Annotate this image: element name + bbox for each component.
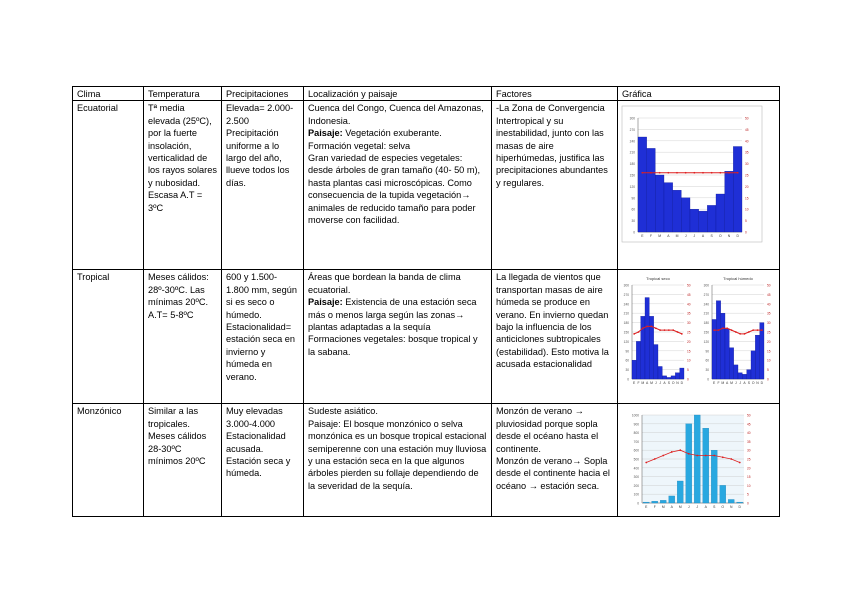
temperature-point	[730, 459, 732, 461]
precip-bar	[658, 367, 662, 380]
y2-tick-label: 5	[767, 368, 769, 373]
x-tick-label: J	[696, 505, 699, 510]
y-tick-label: 300	[623, 283, 629, 288]
cell-localizacion	[304, 404, 492, 517]
x-tick-label: J	[684, 234, 687, 239]
y-tick-label: 180	[629, 162, 635, 167]
y2-tick-label: 10	[767, 359, 771, 364]
loc-paisaje: Paisaje: El bosque monzónico o selva monzónica es un bosque tropical estacional semiperenne con una estación muy lluviosa y una estación seca en la que algunos árboles pierden su follaje dependiendo de la severidad de la sequía.	[308, 418, 487, 491]
x-tick-label: S	[710, 234, 713, 239]
precip-bar	[645, 298, 649, 379]
paisaje-text: Existencia de una estación seca más o menos larga según las zonas→ plantas adaptadas a la sequía	[308, 297, 477, 333]
y-tick-label: 90	[631, 196, 635, 201]
loc-paisaje	[308, 296, 487, 333]
precip-bar	[699, 212, 708, 233]
x-tick-label: D	[736, 234, 739, 239]
y2-tick-label: 15	[747, 475, 751, 480]
temperature-point	[688, 453, 690, 455]
precip-bar	[667, 378, 671, 380]
y2-tick-label: 15	[687, 349, 691, 354]
y-tick-label: 60	[631, 208, 635, 213]
x-tick-label: J	[739, 381, 742, 386]
temperature-point	[655, 328, 657, 330]
y2-tick-label: 0	[745, 230, 747, 235]
x-tick-label: J	[687, 505, 690, 510]
y-tick-label: 270	[629, 128, 635, 133]
y-tick-label: 600	[633, 449, 639, 454]
precip-bar	[747, 370, 751, 379]
precip-bar	[703, 429, 709, 504]
cell-localizacion	[304, 270, 492, 404]
y-tick-label: 210	[629, 151, 635, 156]
x-tick-label: J	[693, 234, 696, 239]
cell-grafica	[618, 101, 780, 270]
y-tick-label: 300	[703, 283, 709, 288]
y-tick-label: 0	[633, 230, 635, 235]
cell-grafica	[618, 270, 780, 404]
x-tick-label: A	[701, 234, 705, 239]
precip-bar	[716, 301, 720, 379]
loc-places: Áreas que bordean la banda de clima ecuatorial.	[308, 272, 461, 295]
header-temperatura: Temperatura	[144, 87, 222, 101]
temperature-point	[638, 332, 640, 334]
temperature-point	[677, 332, 679, 334]
y2-tick-label: 30	[687, 321, 691, 326]
chart-plot	[624, 276, 691, 385]
precip-bar	[694, 415, 700, 503]
precip-bar	[725, 172, 734, 233]
header-grafica: Gráfica	[618, 87, 780, 101]
precip-bar	[716, 194, 725, 232]
y2-tick-label: 5	[745, 219, 747, 224]
y-tick-label: 1000	[631, 413, 639, 418]
x-tick-label: J	[659, 381, 662, 386]
precip-bar	[681, 198, 690, 232]
y-tick-label: 120	[703, 340, 709, 345]
precip-bar	[751, 351, 755, 379]
temperature-point	[728, 172, 730, 174]
y2-tick-label: 0	[747, 501, 749, 506]
y-tick-label: 240	[629, 139, 635, 144]
y-tick-label: 210	[703, 312, 709, 317]
x-tick-label: F	[717, 381, 720, 386]
x-tick-label: O	[751, 381, 755, 386]
precip-bar	[652, 502, 658, 504]
y2-tick-label: 10	[747, 484, 751, 489]
x-tick-label: F	[649, 234, 653, 239]
precip-bar	[662, 376, 666, 379]
y-tick-label: 180	[623, 321, 629, 326]
y2-tick-label: 30	[747, 449, 751, 454]
precip-bar	[641, 317, 645, 380]
y2-tick-label: 30	[767, 321, 771, 326]
temperature-point	[633, 333, 635, 335]
precip-bar	[720, 486, 726, 504]
climogramas-tropical	[620, 273, 776, 391]
temperature-point	[757, 330, 759, 332]
y2-tick-label: 40	[687, 302, 691, 307]
temperature-point	[659, 172, 661, 174]
cell-temperatura: Similar a las tropicales. Meses cálidos 28-30ºC mínimos 20ºC	[144, 404, 222, 517]
x-tick-label: A	[663, 381, 666, 386]
y-tick-label: 300	[629, 116, 635, 121]
y-tick-label: 400	[633, 466, 639, 471]
y2-tick-label: 20	[747, 466, 751, 471]
cell-clima: Monzónico	[73, 404, 144, 517]
temperature-point	[739, 333, 741, 335]
y2-tick-label: 35	[767, 312, 771, 317]
x-tick-label: M	[721, 381, 725, 386]
precip-bar	[755, 336, 759, 380]
precip-bar	[680, 368, 684, 379]
x-tick-label: F	[653, 505, 656, 510]
paisaje-label: Paisaje:	[308, 128, 343, 139]
y-tick-label: 800	[633, 431, 639, 436]
temperature-point	[737, 172, 739, 174]
x-tick-label: M	[678, 505, 682, 510]
temperature-point	[676, 172, 678, 174]
y2-tick-label: 10	[745, 208, 749, 213]
chart-title: Tropical seco	[646, 276, 670, 282]
y2-tick-label: 30	[745, 162, 749, 167]
y2-tick-label: 40	[745, 139, 749, 144]
temperature-point	[664, 330, 666, 332]
precip-bar	[738, 373, 742, 379]
cell-factores	[492, 404, 618, 517]
temperature-point	[651, 326, 653, 328]
y-tick-label: 150	[703, 330, 709, 335]
y2-tick-label: 5	[747, 493, 749, 498]
y-tick-label: 90	[705, 349, 709, 354]
cell-clima: Tropical	[73, 270, 144, 404]
y-tick-label: 100	[633, 493, 639, 498]
y2-tick-label: 50	[687, 283, 691, 288]
temperature-point	[668, 330, 670, 332]
temperature-point	[685, 172, 687, 174]
y-tick-label: 30	[631, 219, 635, 224]
y2-tick-label: 25	[747, 457, 751, 462]
precip-bar	[760, 323, 764, 379]
x-tick-label: A	[704, 505, 707, 510]
temperature-point	[752, 330, 754, 332]
cell-precipitaciones: Muy elevadas 3.000-4.000 Estacionalidad acusada. Estación seca y húmeda.	[222, 404, 304, 517]
row-monzonico	[73, 404, 780, 517]
x-tick-label: M	[661, 505, 665, 510]
x-tick-label: J	[654, 381, 657, 386]
temperature-point	[744, 333, 746, 335]
y2-tick-label: 45	[767, 293, 771, 298]
x-tick-label: F	[637, 381, 640, 386]
temperature-point	[646, 326, 648, 328]
temperature-point	[739, 462, 741, 464]
x-tick-label: S	[747, 381, 750, 386]
loc-places: Sudeste asiático.	[308, 406, 378, 417]
temperature-point	[722, 328, 724, 330]
x-tick-label: S	[667, 381, 670, 386]
y2-tick-label: 35	[745, 151, 749, 156]
temperature-point	[713, 330, 715, 332]
y-tick-label: 120	[623, 340, 629, 345]
x-tick-label: M	[730, 381, 733, 386]
y-tick-label: 200	[633, 484, 639, 489]
x-tick-label: A	[670, 505, 673, 510]
temperature-point	[672, 330, 674, 332]
y-tick-label: 120	[629, 185, 635, 190]
precip-bar	[686, 424, 692, 503]
y-tick-label: 60	[625, 359, 629, 364]
precip-bar	[733, 147, 742, 233]
y2-tick-label: 0	[687, 377, 689, 382]
cell-temperatura: Tª media elevada (25ºC), por la fuerte insolación, verticalidad de los rayos solares y nubosidad. Escasa A.T = 3ºC	[144, 101, 222, 270]
x-tick-label: M	[650, 381, 653, 386]
precip-bar	[654, 345, 658, 379]
temperature-point	[645, 462, 647, 464]
x-tick-label: M	[658, 234, 662, 239]
y2-tick-label: 40	[747, 431, 751, 436]
temperature-point	[671, 451, 673, 453]
temperature-point	[654, 459, 656, 461]
y-tick-label: 900	[633, 422, 639, 427]
paisaje-label: Paisaje:	[308, 297, 343, 308]
temperature-point	[702, 172, 704, 174]
precip-bar	[643, 503, 649, 504]
precip-bar	[673, 191, 682, 233]
temperature-point	[693, 172, 695, 174]
y2-tick-label: 25	[745, 173, 749, 178]
x-tick-label: M	[641, 381, 645, 386]
temperature-point	[679, 450, 681, 452]
precip-bar	[690, 210, 699, 233]
chart-plot	[622, 106, 762, 242]
y2-tick-label: 45	[747, 422, 751, 427]
temperature-point	[718, 330, 720, 332]
precip-bar	[664, 183, 673, 232]
y-tick-label: 270	[703, 293, 709, 298]
y-tick-label: 30	[625, 368, 629, 373]
y-tick-label: 0	[627, 377, 629, 382]
header-localizacion: Localización y paisaje	[304, 87, 492, 101]
precip-bar	[728, 500, 734, 504]
temperature-point	[659, 330, 661, 332]
y2-tick-label: 35	[747, 440, 751, 445]
y-tick-label: 90	[625, 349, 629, 354]
temperature-point	[696, 455, 698, 457]
temperature-point	[761, 330, 763, 332]
chart-plot	[632, 414, 751, 510]
y-tick-label: 60	[705, 359, 709, 364]
y2-tick-label: 20	[745, 185, 749, 190]
temperature-point	[667, 172, 669, 174]
y2-tick-label: 15	[767, 349, 771, 354]
y2-tick-label: 35	[687, 312, 691, 317]
cell-factores: La llegada de vientos que transportan masas de aire húmeda se produce en verano. En invierno quedan bajo la influencia de los anticiclones subtropicales (estabilidad). Esto motiva la acusada estacionalidad	[492, 270, 618, 404]
y-tick-label: 240	[623, 302, 629, 307]
header-clima: Clima	[73, 87, 144, 101]
x-tick-label: N	[730, 505, 733, 510]
precip-bar	[655, 175, 664, 232]
x-tick-label: E	[645, 505, 648, 510]
x-tick-label: D	[680, 381, 684, 386]
temperature-point	[681, 333, 683, 335]
x-tick-label: O	[719, 234, 722, 239]
x-tick-label: D	[760, 381, 764, 386]
y-tick-label: 180	[703, 321, 709, 326]
loc-formacion: Formación vegetal: selva	[308, 140, 411, 151]
temperature-point	[719, 172, 721, 174]
precip-bar	[729, 348, 733, 379]
x-tick-label: A	[646, 381, 649, 386]
row-tropical	[73, 270, 780, 404]
temperature-point	[731, 330, 733, 332]
y2-tick-label: 5	[687, 368, 689, 373]
loc-formacion: Formaciones vegetales: bosque tropical y la sabana.	[308, 334, 478, 357]
x-tick-label: E	[713, 381, 716, 386]
precip-bar	[734, 365, 738, 379]
cell-precipitaciones: Elevada= 2.000-2.500 Precipitación uniforme a lo largo del año, llueve todos los días.	[222, 101, 304, 270]
precip-bar	[677, 481, 683, 503]
factores-invierno: Monzón de verano→ Sopla desde el continente hacia el océano → estación seca.	[496, 456, 610, 491]
precip-bar	[647, 149, 656, 233]
cell-temperatura: Meses cálidos: 28º-30ºC. Las mínimas 20ºC. A.T= 5-8ºC	[144, 270, 222, 404]
climograma-ecuatorial	[620, 104, 770, 244]
y2-tick-label: 40	[767, 302, 771, 307]
x-tick-label: J	[734, 381, 737, 386]
y-tick-label: 700	[633, 440, 639, 445]
x-tick-label: O	[721, 505, 725, 510]
factores-verano: Monzón de verano → pluviosidad porque sopla desde el océano hasta el continente.	[496, 406, 599, 454]
x-tick-label: A	[667, 234, 670, 239]
row-ecuatorial	[73, 101, 780, 270]
paisaje-text: Vegetación exuberante.	[342, 128, 442, 139]
header-factores: Factores	[492, 87, 618, 101]
loc-paisaje	[308, 127, 487, 139]
y-tick-label: 300	[633, 475, 639, 480]
climate-table	[72, 86, 780, 517]
temperature-point	[650, 172, 652, 174]
y2-tick-label: 0	[767, 377, 769, 382]
x-tick-label: N	[756, 381, 759, 386]
precip-bar	[712, 320, 716, 380]
temperature-point	[748, 332, 750, 334]
cell-factores: -La Zona de Convergencia Intertropical y su inestabilidad, junto con las masas de aire hiperhúmedas, justifica las precipitaciones abundantes y regulares.	[492, 101, 618, 270]
y-tick-label: 0	[707, 377, 709, 382]
y2-tick-label: 50	[745, 116, 749, 121]
temperature-point	[642, 328, 644, 330]
temperature-point	[735, 332, 737, 334]
precip-bar	[671, 376, 675, 379]
precip-bar	[675, 373, 679, 379]
precip-bar	[636, 342, 640, 380]
temperature-point	[722, 457, 724, 459]
x-tick-label: O	[671, 381, 675, 386]
x-tick-label: M	[675, 234, 679, 239]
y-tick-label: 30	[705, 368, 709, 373]
x-tick-label: A	[743, 381, 746, 386]
temperature-point	[713, 455, 715, 457]
header-row	[73, 87, 780, 101]
chart-title: Tropical húmedo	[723, 276, 753, 282]
y-tick-label: 0	[637, 501, 639, 506]
y2-tick-label: 20	[687, 340, 691, 345]
y-tick-label: 150	[623, 330, 629, 335]
temperature-point	[662, 455, 664, 457]
climograma-monzonico	[620, 407, 770, 513]
precip-bar	[632, 361, 636, 380]
precip-bar	[638, 137, 647, 232]
y2-tick-label: 15	[745, 196, 749, 201]
precip-bar	[721, 314, 725, 380]
y2-tick-label: 50	[767, 283, 771, 288]
y-tick-label: 150	[629, 173, 635, 178]
cell-grafica	[618, 404, 780, 517]
y2-tick-label: 20	[767, 340, 771, 345]
x-tick-label: S	[713, 505, 716, 510]
y2-tick-label: 25	[767, 330, 771, 335]
y-tick-label: 270	[623, 293, 629, 298]
x-tick-label: N	[727, 234, 731, 239]
temperature-point	[641, 172, 643, 174]
temperature-point	[711, 172, 713, 174]
y-tick-label: 240	[703, 302, 709, 307]
cell-clima: Ecuatorial	[73, 101, 144, 270]
precip-bar	[711, 451, 717, 504]
x-tick-label: D	[738, 505, 741, 510]
chart-plot	[704, 276, 771, 385]
cell-precipitaciones: 600 y 1.500-1.800 mm, según si es seco o húmedo. Estacionalidad= estación seca en invierno y húmeda en verano.	[222, 270, 304, 404]
precip-bar	[742, 375, 746, 380]
precip-bar	[660, 501, 666, 504]
y2-tick-label: 45	[687, 293, 691, 298]
x-tick-label: A	[726, 381, 729, 386]
loc-places: Cuenca del Congo, Cuenca del Amazonas, Indonesia.	[308, 103, 484, 126]
x-tick-label: N	[676, 381, 679, 386]
y-tick-label: 210	[623, 312, 629, 317]
x-tick-label: E	[641, 234, 644, 239]
y2-tick-label: 10	[687, 359, 691, 364]
y2-tick-label: 45	[745, 128, 749, 133]
precip-bar	[737, 503, 743, 504]
x-tick-label: E	[633, 381, 636, 386]
y2-tick-label: 50	[747, 413, 751, 418]
header-precipitaciones: Precipitaciones	[222, 87, 304, 101]
precip-bar	[669, 496, 675, 503]
loc-detalle: Gran variedad de especies vegetales: desde árboles de gran tamaño (40- 50 m), hasta plantas casi microscópicas. Como consecuencia de la tupida vegetación→ animales de reducido tamaño para poder moverse con facilidad.	[308, 153, 481, 226]
y-tick-label: 500	[633, 457, 639, 462]
precip-bar	[707, 206, 716, 233]
temperature-point	[705, 455, 707, 457]
cell-localizacion	[304, 101, 492, 270]
temperature-point	[726, 328, 728, 330]
precip-bar	[725, 329, 729, 379]
y2-tick-label: 25	[687, 330, 691, 335]
